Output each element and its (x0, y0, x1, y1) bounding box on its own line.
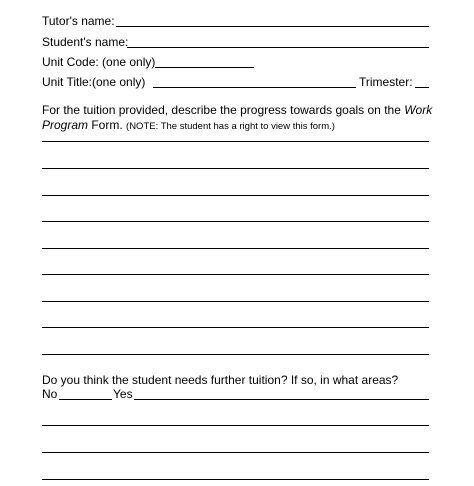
yes-label: Yes (113, 387, 133, 401)
tutor-name-field[interactable] (116, 26, 429, 27)
trimester-label: Trimester: (359, 75, 413, 89)
progress-answer-line[interactable] (42, 354, 429, 355)
privacy-note: (NOTE: The student has a right to view this form.) (126, 121, 335, 132)
yes-field[interactable] (134, 399, 429, 400)
progress-answer-line[interactable] (42, 195, 429, 196)
progress-question-text: For the tuition provided, describe the progress towards goals on the (42, 103, 405, 117)
progress-answer-line[interactable] (42, 248, 429, 249)
trimester-field[interactable] (415, 87, 429, 88)
progress-answer-line[interactable] (42, 301, 429, 302)
student-name-label: Student's name: (42, 35, 129, 49)
progress-question (42, 103, 437, 134)
further-answer-line[interactable] (42, 425, 429, 426)
progress-answer-line[interactable] (42, 221, 429, 222)
progress-answer-line[interactable] (42, 327, 429, 328)
progress-question-end: Form. (88, 118, 123, 132)
tutor-name-label: Tutor's name: (42, 14, 115, 28)
unit-title-field[interactable] (153, 87, 356, 88)
unit-code-label: Unit Code: (one only) (42, 55, 156, 69)
further-answer-line[interactable] (42, 452, 429, 453)
no-field[interactable] (59, 399, 112, 400)
work-program-text: Work Program (42, 103, 433, 132)
progress-answer-line[interactable] (42, 168, 429, 169)
unit-code-field[interactable] (155, 67, 254, 68)
progress-answer-line[interactable] (42, 274, 429, 275)
progress-answer-line[interactable] (42, 141, 429, 142)
unit-title-label: Unit Title:(one only) (42, 75, 146, 89)
further-tuition-question: Do you think the student needs further tuition? If so, in what areas? (42, 373, 399, 387)
student-name-field[interactable] (127, 47, 429, 48)
further-answer-line[interactable] (42, 479, 429, 480)
no-label: No (42, 387, 58, 401)
